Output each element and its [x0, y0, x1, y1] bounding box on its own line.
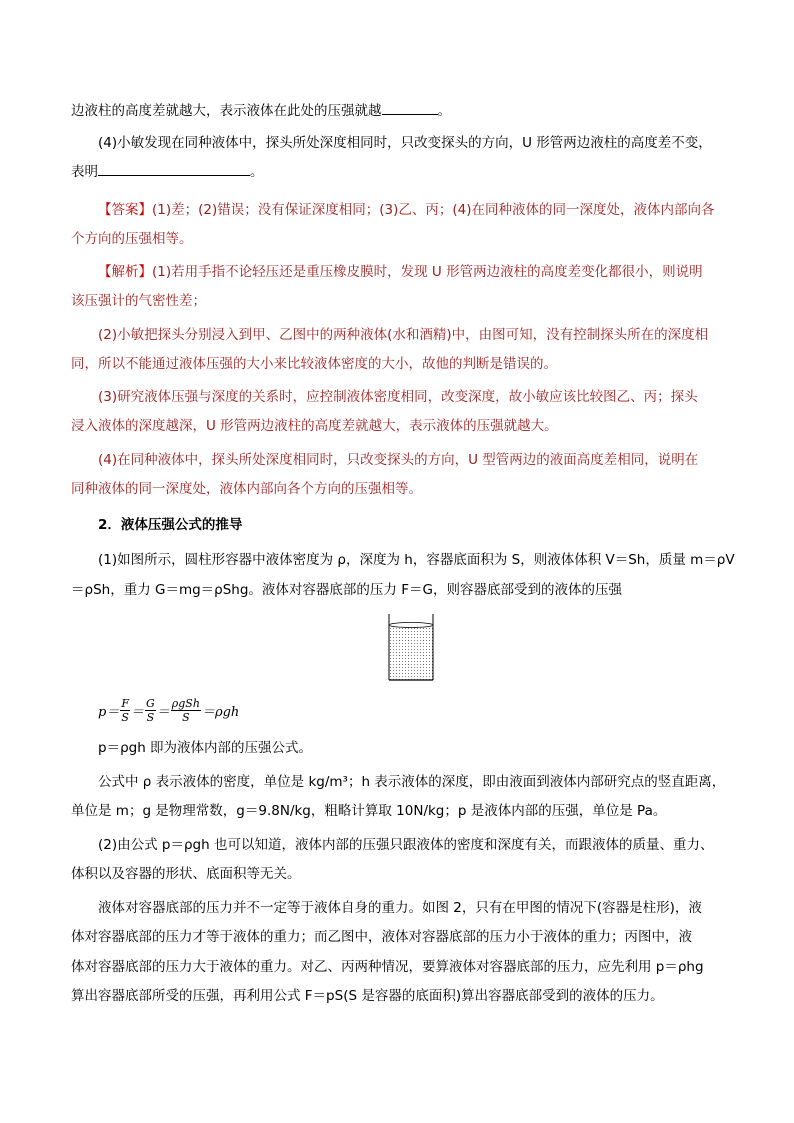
answer-line: 个方向的压强相等。	[71, 231, 193, 247]
formula-text: ＝	[130, 704, 144, 720]
formula-text: ＝ρgh	[201, 704, 240, 720]
body-line: 体积以及容器的形状、底面积等无关。	[71, 866, 301, 882]
text-line	[71, 158, 731, 186]
body-line: 液体对容器底部的压力并不一定等于液体自身的重力。如图 2，只有在甲图的情况下(容器是柱形)，液	[98, 900, 702, 916]
section-heading: 2．液体压强公式的推导	[98, 517, 243, 533]
body-line: 体对容器底部的压力才等于液体的重力；而乙图中，液体对容器底部的压力小于液体的重力；丙图中，液	[71, 929, 692, 945]
answer-line	[98, 196, 758, 224]
analysis-line: 同，所以不能通过液体压强的大小来比较液体密度的大小，故他的判断是错误的。	[71, 356, 557, 372]
analysis-line: (2)小敏把探头分别浸入到甲、乙图中的两种液体(水和酒精)中，由图可知，没有控制探头所在的深度相	[98, 327, 709, 343]
analysis-tag: 【解析】	[98, 264, 152, 280]
body-line: p＝ρgh 即为液体内部的压强公式。	[98, 740, 313, 756]
formula-text: ＝	[156, 704, 170, 720]
body-line: 算出容器底部所受的压强，再利用公式 F＝pS(S 是容器的底面积)算出容器底部受到的液体的压力。	[71, 988, 664, 1004]
answer-tag: 【答案】	[98, 202, 152, 218]
answer-blank	[98, 160, 250, 176]
analysis-text: (1)若用手指不论轻压还是重压橡皮膜时，发现 U 形管两边液柱的高度差变化都很小，则说明	[152, 264, 703, 280]
pressure-formula	[98, 690, 239, 730]
text-span: 。	[250, 164, 264, 180]
analysis-line: 浸入液体的深度越深，U 形管两边液柱的高度差就越大，表示液体的压强就越大。	[71, 418, 558, 434]
fraction-numerator: F	[121, 696, 129, 710]
fraction	[145, 697, 156, 724]
text-line	[71, 97, 731, 125]
body-line: 单位是 m；g 是物理常数，g＝9.8N/kg，粗略计算取 10N/kg；p 是液体内部的压强，单位是 Pa。	[71, 803, 667, 819]
question-4: (4)小敏发现在同种液体中，探头所处深度相同时，只改变探头的方向，U 形管两边液柱的高度差不变，	[98, 135, 712, 151]
fraction-denominator: S	[121, 710, 129, 724]
fraction-denominator: S	[182, 710, 190, 724]
cylinder-container-figure	[386, 612, 436, 684]
analysis-line: 同种液体的同一深度处，液体内部向各个方向的压强相等。	[71, 481, 422, 497]
analysis-line	[98, 258, 758, 286]
fraction-numerator: G	[145, 696, 155, 710]
answer-text: (1)差；(2)错误；没有保证深度相同；(3)乙、丙；(4)在同种液体的同一深度处，液体内部向各	[152, 202, 715, 218]
fraction	[120, 697, 130, 724]
body-line: 体对容器底部的压力大于液体的重力。对乙、丙两种情况，要算液体对容器底部的压力，应先利用 p＝ρhg	[71, 959, 704, 975]
text-span: 。	[437, 103, 451, 119]
body-line: ＝ρSh，重力 G＝mg＝ρShg。液体对容器底部的压力 F＝G，则容器底部受到的液体的压强	[71, 582, 622, 598]
analysis-line: (3)研究液体压强与深度的关系时，应控制液体密度相同，改变深度，故小敏应该比较图乙、丙；探头	[98, 389, 698, 405]
formula-text: p＝	[98, 704, 120, 720]
analysis-line: 该压强计的气密性差；	[71, 293, 206, 309]
answer-blank	[382, 99, 438, 115]
text-span: 表明	[71, 164, 98, 180]
fraction-numerator: ρgSh	[171, 696, 200, 710]
body-line: 公式中 ρ 表示液体的密度，单位是 kg/m³；h 表示液体的深度，即由液面到液体内部研究点的竖直距离，	[98, 774, 726, 790]
body-line: (1)如图所示，圆柱形容器中液体密度为 ρ，深度为 h，容器底面积为 S，则液体体积 V＝Sh，质量 m＝ρV	[98, 552, 735, 568]
fraction-denominator: S	[146, 710, 155, 724]
fraction	[171, 697, 201, 724]
body-line: (2)由公式 p＝ρgh 也可以知道，液体内部的压强只跟液体的密度和深度有关，而跟液体的质量、重力、	[98, 837, 714, 853]
analysis-line: (4)在同种液体中，探头所处深度相同时，只改变探头的方向，U 型管两边的液面高度差相同，说明在	[98, 452, 699, 468]
text-span: 边液柱的高度差就越大，表示液体在此处的压强就越	[71, 103, 382, 119]
